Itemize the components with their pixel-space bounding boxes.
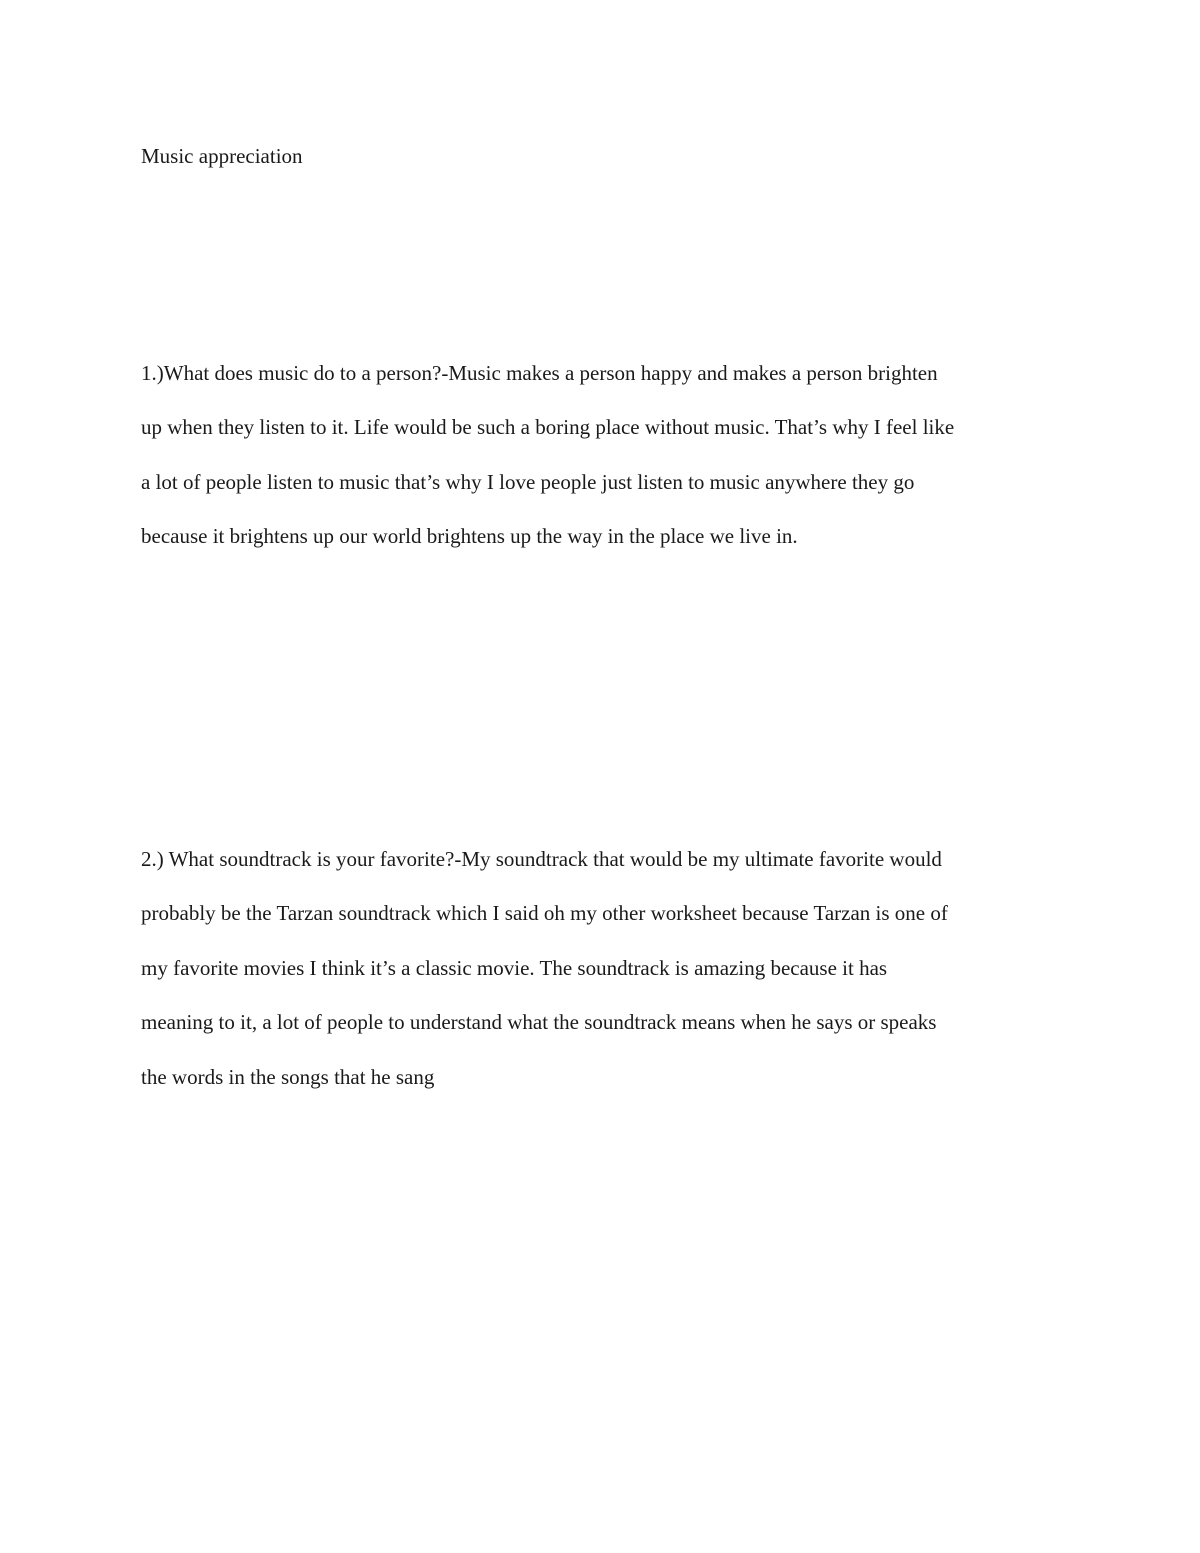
paragraph-line: 2.) What soundtrack is your favorite?-My soundtrack that would be my ultimate favorite would [141,847,942,871]
paragraph-line: meaning to it, a lot of people to understand what the soundtrack means when he says or speaks [141,1010,937,1035]
answer-paragraph-2 [141,845,1071,1117]
paragraph-line: my favorite movies I think it’s a classic movie. The soundtrack is amazing because it has [141,955,888,980]
document-title: Music appreciation [141,144,303,168]
paragraph-line: probably be the Tarzan soundtrack which I said oh my other worksheet because Tarzan is one of [141,901,948,926]
paragraph-line: 1.)What does music do to a person?-Music makes a person happy and makes a person brighten [141,361,938,385]
answer-paragraph-1 [141,359,1071,577]
paragraph-line: up when they listen to it. Life would be such a boring place without music. That’s why I feel like [141,415,955,440]
paragraph-line: the words in the songs that he sang [141,1064,435,1089]
paragraph-line: because it brightens up our world brightens up the way in the place we live in. [141,524,798,549]
paragraph-line: a lot of people listen to music that’s why I love people just listen to music anywhere they go [141,469,915,494]
